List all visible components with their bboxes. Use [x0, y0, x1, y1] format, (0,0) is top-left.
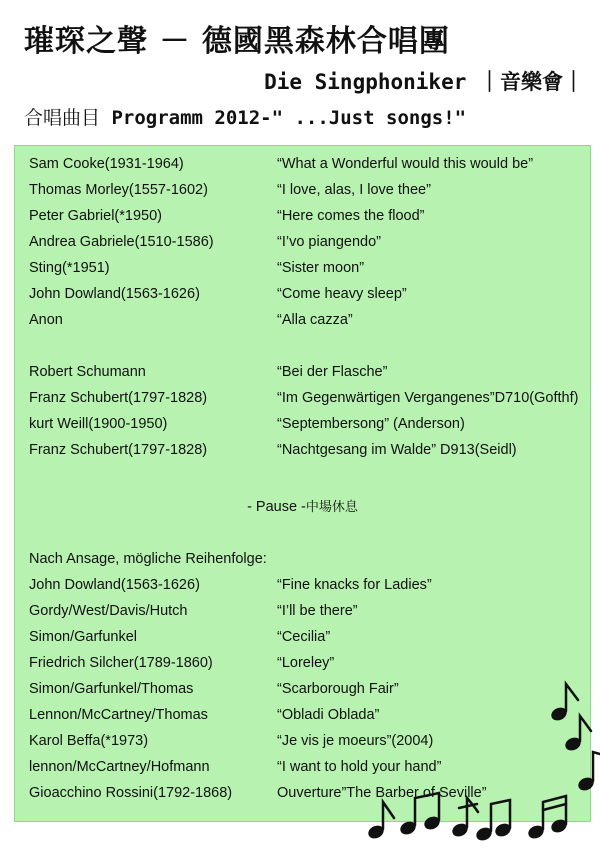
composer: Robert Schumann [29, 364, 146, 380]
composer: Peter Gabriel(*1950) [29, 208, 162, 224]
work-title: “Alla cazza” [277, 312, 353, 328]
composer: Anon [29, 312, 63, 328]
composer: Franz Schubert(1797-1828) [29, 442, 208, 458]
work-title: “I’ll be there” [277, 603, 358, 619]
ensemble-subtitle: Die Singphoniker ｜音樂會｜ [264, 70, 584, 94]
composer: kurt Weill(1900-1950) [29, 416, 168, 432]
work-title: “I love, alas, I love thee” [277, 182, 431, 198]
work-title: “Fine knacks for Ladies” [277, 577, 432, 593]
work-title: “Je vis je moeurs”(2004) [277, 733, 434, 749]
composer: Friedrich Silcher(1789-1860) [29, 655, 213, 671]
work-title: “Loreley” [277, 655, 335, 671]
composer: Simon/Garfunkel/Thomas [29, 681, 194, 697]
intermission [15, 495, 590, 520]
page-title: 璀琛之聲 － 德國黑森林合唱團 [24, 24, 450, 59]
work-title: “Obladi Oblada” [277, 707, 380, 723]
composer: Lennon/McCartney/Thomas [29, 707, 208, 723]
work-title: “Scarborough Fair” [277, 681, 399, 697]
composer: Gordy/West/Davis/Hutch [29, 603, 188, 619]
order-note: Nach Ansage, mögliche Reihenfolge: [29, 551, 267, 567]
composer: John Dowland(1563-1626) [29, 577, 200, 593]
work-title: “Cecilia” [277, 629, 331, 645]
work-title: “Nachtgesang im Walde” D913(Seidl) [277, 442, 517, 458]
work-title: “I want to hold your hand” [277, 759, 442, 775]
composer: Simon/Garfunkel [29, 629, 137, 645]
programm-heading [24, 103, 466, 130]
composer: Gioacchino Rossini(1792-1868) [29, 785, 233, 801]
programm-heading-zh: 合唱曲目 [24, 107, 101, 129]
programm-heading-en: Programm 2012-" ...Just songs!" [111, 107, 467, 129]
pause-label: - Pause - [247, 499, 306, 515]
work-title: “Septembersong” (Anderson) [277, 416, 465, 432]
work-title: “Come heavy sleep” [277, 286, 407, 302]
work-title: Ouverture”The Barber of Seville” [277, 785, 487, 801]
composer: Franz Schubert(1797-1828) [29, 390, 208, 406]
composer: Thomas Morley(1557-1602) [29, 182, 208, 198]
work-title: “Im Gegenwärtigen Vergangenes”D710(Gofthf) [277, 390, 579, 406]
composer: John Dowland(1563-1626) [29, 286, 200, 302]
composer: Karol Beffa(*1973) [29, 733, 149, 749]
work-title: “What a Wonderful would this would be” [277, 156, 534, 172]
work-title: “Sister moon” [277, 260, 365, 276]
music-notes-icon [360, 680, 600, 849]
work-title: “I’vo piangendo” [277, 234, 381, 250]
pause-label-zh: 中場休息 [305, 500, 358, 515]
composer: Andrea Gabriele(1510-1586) [29, 234, 214, 250]
work-title: “Bei der Flasche” [277, 364, 388, 380]
composer: Sting(*1951) [29, 260, 110, 276]
composer: lennon/McCartney/Hofmann [29, 759, 210, 775]
work-title: “Here comes the flood” [277, 208, 425, 224]
composer: Sam Cooke(1931-1964) [29, 156, 184, 172]
